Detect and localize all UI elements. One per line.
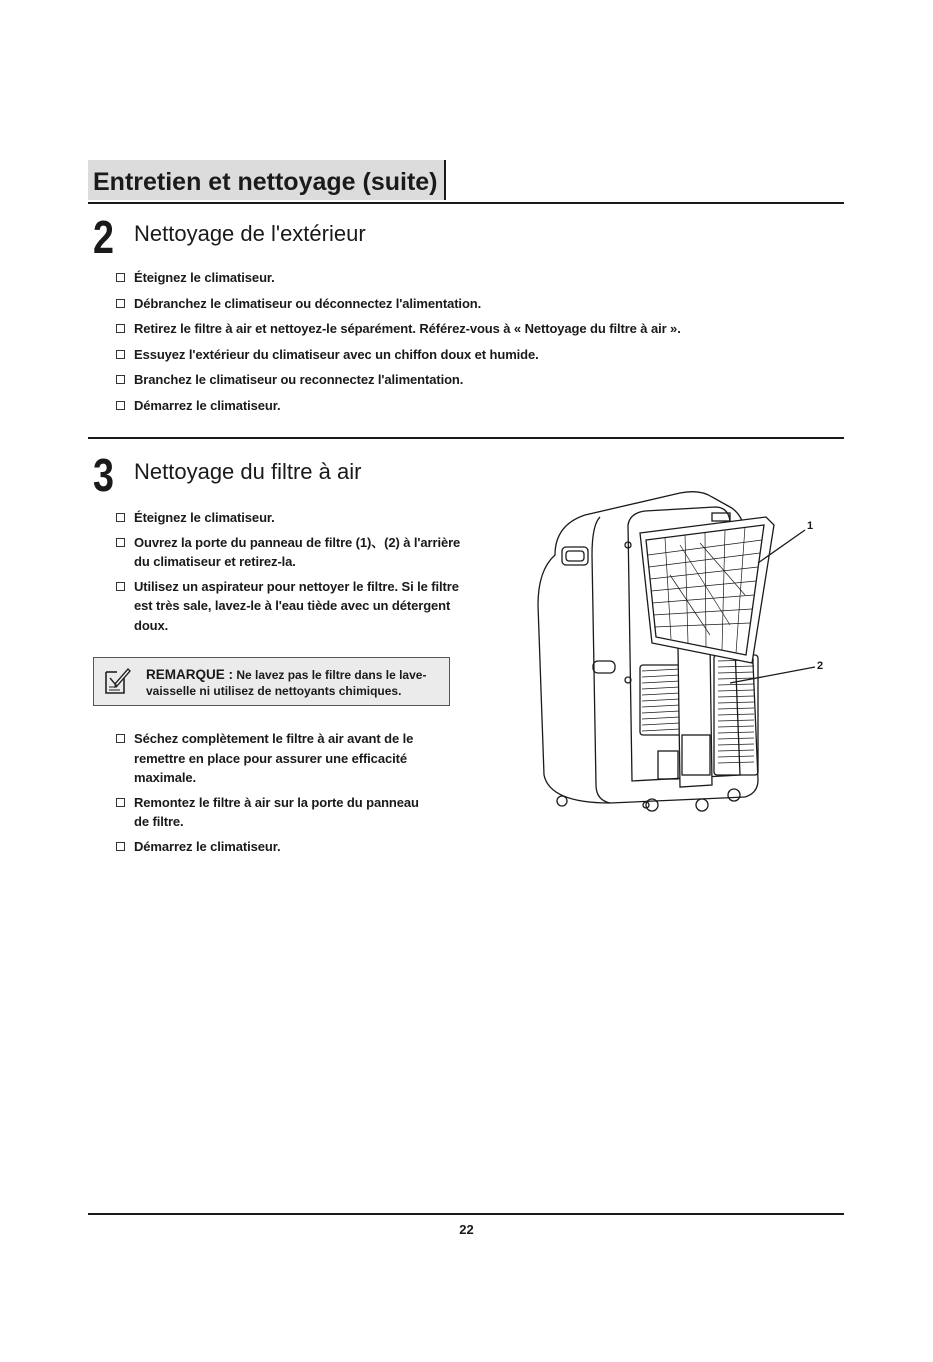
step-item: Éteignez le climatiseur. bbox=[116, 268, 836, 288]
page-header bbox=[88, 160, 844, 204]
page-title: Entretien et nettoyage (suite) bbox=[88, 160, 446, 200]
step-item: Séchez complètement le filtre à air avant de le remettre en place pour assurer une efficacité maximale. bbox=[116, 729, 426, 788]
step-item: Remontez le filtre à air sur la porte du panneau de filtre. bbox=[116, 793, 426, 832]
checkbox-icon bbox=[116, 798, 125, 807]
checkbox-icon bbox=[116, 842, 125, 851]
checkbox-icon bbox=[116, 299, 125, 308]
step-item: Démarrez le climatiseur. bbox=[116, 837, 426, 857]
checkbox-icon bbox=[116, 350, 125, 359]
callout-2-label: 2 bbox=[817, 660, 824, 672]
section-number: 2 bbox=[93, 211, 114, 263]
note-label: REMARQUE : bbox=[146, 667, 233, 682]
step-item: Branchez le climatiseur ou reconnectez l'alimentation. bbox=[116, 370, 836, 390]
note-body: Ne lavez pas le filtre dans le lave-vaisselle ni utilisez de nettoyants chimiques. bbox=[146, 668, 427, 698]
checkbox-icon bbox=[116, 401, 125, 410]
air-conditioner-rear-view-illustration bbox=[530, 485, 830, 825]
step-item: Démarrez le climatiseur. bbox=[116, 396, 836, 416]
step-list bbox=[116, 508, 461, 635]
step-item: Essuyez l'extérieur du climatiseur avec un chiffon doux et humide. bbox=[116, 345, 836, 365]
step-item: Retirez le filtre à air et nettoyez-le séparément. Référez-vous à « Nettoyage du filtre à air ». bbox=[116, 319, 836, 339]
callout-1-label: 1 bbox=[807, 520, 814, 532]
footer-divider bbox=[88, 1213, 844, 1215]
note-pencil-icon bbox=[103, 666, 131, 696]
step-list bbox=[116, 268, 836, 415]
checkbox-icon bbox=[116, 273, 125, 282]
step-list bbox=[116, 729, 426, 856]
checkbox-icon bbox=[116, 324, 125, 333]
section-title: Nettoyage du filtre à air bbox=[134, 459, 362, 484]
section-title: Nettoyage de l'extérieur bbox=[134, 221, 366, 246]
section-divider bbox=[88, 437, 844, 439]
section-number: 3 bbox=[93, 449, 114, 501]
note-text bbox=[146, 667, 446, 699]
step-item: Utilisez un aspirateur pour nettoyer le filtre. Si le filtre est très sale, lavez-le à l'eau tiède avec un détergent doux. bbox=[116, 577, 461, 636]
checkbox-icon bbox=[116, 582, 125, 591]
step-item: Éteignez le climatiseur. bbox=[116, 508, 461, 528]
step-item: Débranchez le climatiseur ou déconnectez l'alimentation. bbox=[116, 294, 836, 314]
checkbox-icon bbox=[116, 734, 125, 743]
checkbox-icon bbox=[116, 513, 125, 522]
checkbox-icon bbox=[116, 538, 125, 547]
page-number: 22 bbox=[459, 1222, 474, 1237]
checkbox-icon bbox=[116, 375, 125, 384]
note-box bbox=[93, 657, 450, 706]
step-item: Ouvrez la porte du panneau de filtre (1)、(2) à l'arrière du climatiseur et retirez-la. bbox=[116, 533, 461, 572]
